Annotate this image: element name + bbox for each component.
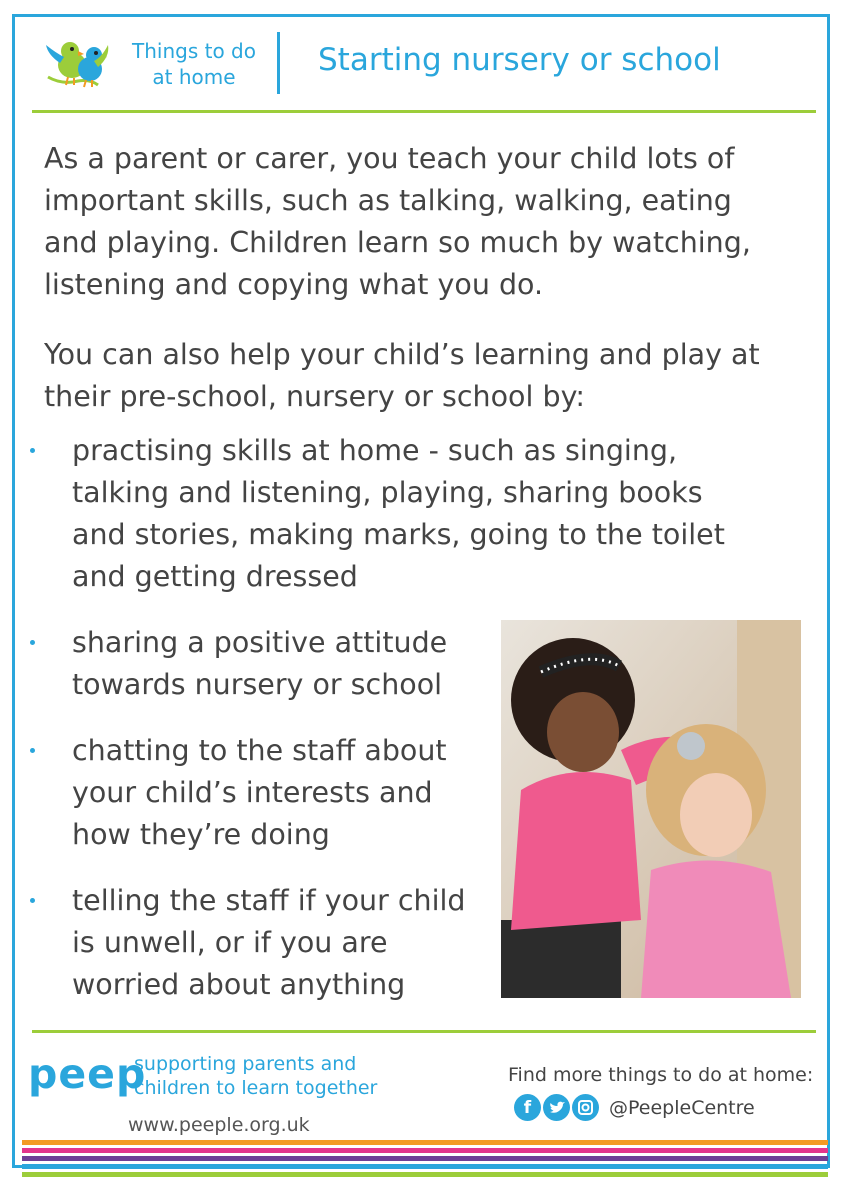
instagram-icon[interactable] <box>572 1094 599 1121</box>
bullet-line: practising skills at home - such as singing, <box>72 434 678 467</box>
tagline <box>134 1052 434 1100</box>
find-more-text: Find more things to do at home: <box>508 1064 814 1086</box>
lead-line: You can also help your child’s learning and play at <box>44 338 760 371</box>
lead-paragraph <box>44 334 802 418</box>
header-rule <box>32 110 816 113</box>
bullet-line: and stories, making marks, going to the toilet <box>72 518 725 551</box>
stripe-purple <box>22 1156 828 1161</box>
tagline-line: children to learn together <box>134 1077 378 1099</box>
facebook-icon[interactable]: f <box>514 1094 541 1121</box>
bullet-line: chatting to the staff about <box>72 734 447 767</box>
intro-line: As a parent or carer, you teach your child lots of <box>44 142 735 175</box>
stripe-pink <box>22 1148 828 1153</box>
footer-rule <box>32 1030 816 1033</box>
bullet-line: how they’re doing <box>72 818 330 851</box>
header-subtitle-line2: at home <box>152 65 236 89</box>
intro-line: important skills, such as talking, walking, eating <box>44 184 732 217</box>
twitter-bird-glyph <box>549 1101 565 1115</box>
website-link[interactable]: www.peeple.org.uk <box>128 1114 310 1136</box>
bullet-line: worried about anything <box>72 968 406 1001</box>
bullet-line: is unwell, or if you are <box>72 926 388 959</box>
bullet-line: talking and listening, playing, sharing books <box>72 476 703 509</box>
stripe-blue <box>22 1164 828 1169</box>
birds-logo-icon <box>42 33 112 95</box>
lead-line: their pre-school, nursery or school by: <box>44 380 585 413</box>
intro-paragraph <box>44 138 802 306</box>
tagline-line: supporting parents and <box>134 1053 357 1075</box>
twitter-icon[interactable] <box>543 1094 570 1121</box>
bullet-dot <box>30 898 35 903</box>
intro-line: and playing. Children learn so much by watching, <box>44 226 751 259</box>
stripe-green <box>22 1172 828 1177</box>
children-photo <box>501 620 801 998</box>
bullet-line: telling the staff if your child <box>72 884 466 917</box>
bullet-text <box>72 880 466 1006</box>
social-links <box>514 1094 755 1121</box>
bullet-line: your child’s interests and <box>72 776 433 809</box>
page-title: Starting nursery or school <box>318 42 721 78</box>
bullet-dot <box>30 748 35 753</box>
social-handle[interactable]: @PeepleCentre <box>609 1096 755 1119</box>
bullet-text <box>72 622 447 706</box>
bullet-dot <box>30 448 35 453</box>
bullet-line: and getting dressed <box>72 560 358 593</box>
bullet-line: sharing a positive attitude <box>72 626 448 659</box>
header-subtitle-line1: Things to do <box>132 39 256 63</box>
bullet-dot <box>30 640 35 645</box>
bullet-text <box>72 730 447 856</box>
instagram-camera-glyph <box>578 1100 593 1115</box>
peep-logo: peep <box>28 1050 147 1098</box>
header-divider <box>277 32 280 94</box>
bullet-line: towards nursery or school <box>72 668 443 701</box>
intro-line: listening and copying what you do. <box>44 268 544 301</box>
stripe-orange <box>22 1140 828 1145</box>
header-subtitle <box>120 38 268 90</box>
bullet-text <box>72 430 725 598</box>
